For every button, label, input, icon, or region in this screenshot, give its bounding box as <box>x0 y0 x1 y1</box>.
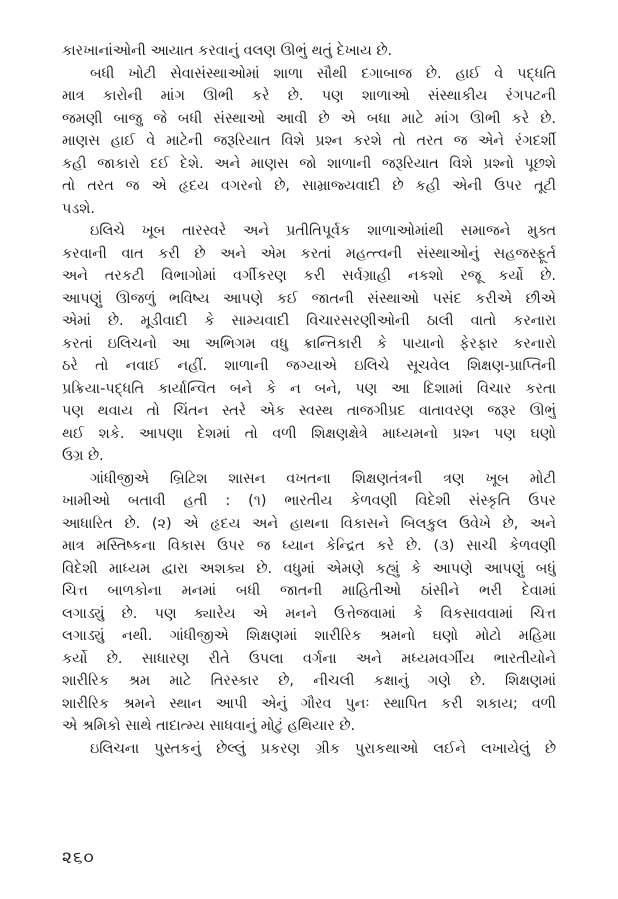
text-line: થઈ શકે. આપણા દેશમાં તો વળી શિક્ષણક્ષેત્રે માધ્યમનો પ્રશ્ન પણ ઘણો <box>62 425 556 442</box>
text-line: ચિત્ત બાળકોના મનમાં બધી જાતની માહિતીઓ ઠાંસીને ભરી દેવામાં <box>62 583 556 599</box>
text-line: માત્ર કારોની માંગ ઊભી કરે છે. પણ શાળાઓ સંસ્થાકીય રંગપટની <box>62 88 556 104</box>
text-line: તો તરત જ એ હૃદય વગરનો છે, સામ્રાજ્યવાદી છે કહી એની ઉપર તૂટી <box>62 178 556 194</box>
text-line: કરતાં ઇલિચનો આ અભિગમ વધુ ક્રાન્તિકારી કે પાયાનો ફેરફાર કરનારો <box>62 335 556 352</box>
paragraph <box>62 220 556 468</box>
paragraph <box>62 40 556 63</box>
page-number: ૨૬૦ <box>62 848 95 868</box>
text-line: એમાં છે. મૂડીવાદી કે સામ્યવાદી વિચારસરણીઓની ઠાલી વાતો કરનારા <box>62 313 556 329</box>
text-line: લગાડ્યું નથી. ગાંધીજીએ શિક્ષણમાં શારીરિક શ્રમનો ઘણો મોટો મહિમા <box>62 628 556 644</box>
text-line: જમણી બાજુ જે બધી સંસ્થાઓ આવી છે એ બધા માટે માંગ ઊભી કરે છે. <box>62 110 556 127</box>
text-line: કારખાનાંઓની આયાત કરવાનું વલણ ઊભું થતું દેખાય છે. <box>62 43 393 59</box>
paragraph <box>62 63 556 221</box>
text-line: ઇલિચના પુસ્તકનું છેલ્લું પ્રકરણ ગ્રીક પુરાકથાઓ લઈને લખાયેલું છે <box>90 740 556 757</box>
paragraph <box>62 468 556 738</box>
text-line: ઇલિચે ખૂબ તારસ્વરે અને પ્રતીતિપૂર્વક શાળાઓમાંથી સમાજને મુક્ત <box>90 223 556 239</box>
paragraph <box>62 738 556 761</box>
text-line: ગાંધીજીએ બ્રિટિશ શાસન વખતના શિક્ષણતંત્રની ત્રણ ખૂબ મોટી <box>90 470 556 487</box>
text-line: વિદેશી માધ્યમ દ્વારા અશક્ય છે. વધુમાં એમણે કહ્યું કે આપણે આપણું બધું <box>62 560 556 577</box>
text-line: કહી જાકારો દઈ દેશે. અને માણસ જો શાળાની જરૂરિયાત વિશે પ્રશ્નો પૂછશે <box>62 155 556 172</box>
text-line: પ્રક્રિયા-પદ્ધતિ કાર્યાન્વિત બને કે ન બને, પણ આ દિશામાં વિચાર કરતા <box>62 380 556 397</box>
text-line: ઉગ્ર છે. <box>62 448 104 464</box>
text-line: અને તરકટી વિભાગોમાં વર્ગીકરણ કરી સર્વગ્રાહી નકશો રજૂ કર્યો છે. <box>62 268 556 284</box>
text-line: એ શ્રમિકો સાથે તાદાત્મ્ય સાધવાનું મોટું હથિયાર છે. <box>62 718 356 734</box>
text-line: માણસ હાઈ વે માટેની જરૂરિયાત વિશે પ્રશ્ન કરશે તો તરત જ એને રંગદર્શી <box>62 133 556 149</box>
text-line: ખામીઓ બતાવી હતી : (૧) ભારતીય કેળવણી વિદેશી સંસ્કૃતિ ઉપર <box>62 493 556 509</box>
text-line: ઠરે તો નવાઈ નહીં. શાળાની જગ્યાએ ઇલિચે સૂચવેલ શિક્ષણ-પ્રાપ્તિની <box>62 358 556 374</box>
text-line: માત્ર મસ્તિષ્કના વિકાસ ઉપર જ ધ્યાન કેન્દ્રિત કરે છે. (૩) સાચી કેળવણી <box>62 538 556 554</box>
text-line: આધારિત છે. (૨) એ હૃદય અને હાથના વિકાસને બિલકુલ ઉવેખે છે, અને <box>62 515 556 532</box>
text-line: બધી ખોટી સેવાસંસ્થાઓમાં શાળા સૌથી દગાબાજ છે. હાઈ વે પદ્ધતિ <box>90 65 556 82</box>
page-body <box>62 40 556 760</box>
text-line: કર્યો છે. સાધારણ રીતે ઉપલા વર્ગના અને મધ્યમવર્ગીય ભારતીયોને <box>62 650 556 667</box>
text-line: આપણું ઊજળું ભવિષ્ય આપણે કઈ જાતની સંસ્થાઓ પસંદ કરીએ છીએ <box>62 290 556 307</box>
text-line: પડશે. <box>62 200 95 217</box>
text-line: શારીરિક શ્રમને સ્થાન આપી એનું ગૌરવ પુનઃ સ્થાપિત કરી શકાય; વળી <box>62 695 556 712</box>
text-line: પણ થવાય તો ચિંતન સ્તરે એક સ્વસ્થ તાજગીપ્રદ વાતાવરણ જરૂર ઊભું <box>62 403 556 419</box>
text-line: લગાડ્યું છે. પણ ક્યારેય એ મનને ઉત્તેજવામાં કે વિકસાવવામાં ચિત્ત <box>62 605 556 622</box>
text-line: કરવાની વાત કરી છે અને એમ કરતાં મહત્ત્વની સંસ્થાઓનું સહજસ્ફૂર્ત <box>62 245 556 262</box>
text-line: શારીરિક શ્રમ માટે તિરસ્કાર છે, નીચલી કક્ષાનું ગણે છે. શિક્ષણમાં <box>62 673 556 689</box>
